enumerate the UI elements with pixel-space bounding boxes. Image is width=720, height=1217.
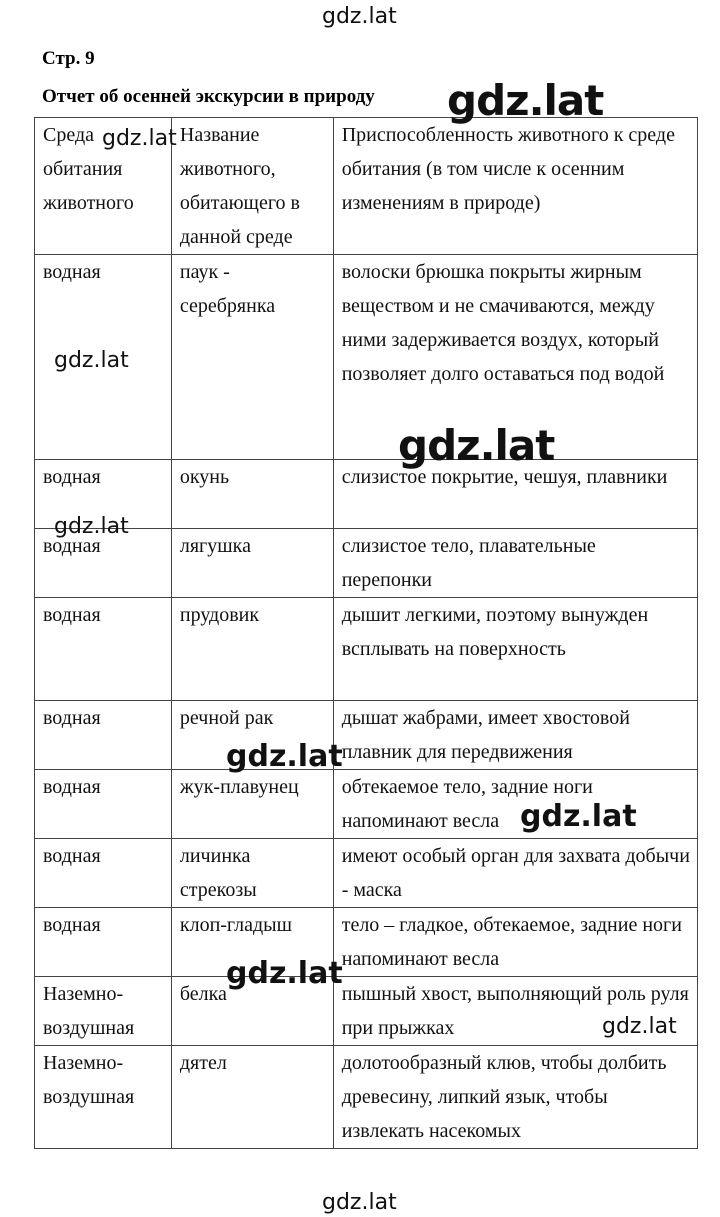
watermark-large: gdz.lat: [398, 421, 555, 470]
header-adaptation: Приспособленность животного к среде обитания (в том числе к осенним изменениям в природе): [333, 118, 697, 255]
habitat-cell: водная: [35, 701, 172, 770]
header-habitat: Среда обитания животного: [35, 118, 172, 255]
animal-cell: окунь: [171, 460, 333, 529]
animal-cell: белка: [171, 977, 333, 1046]
watermark-small: gdz.lat: [602, 1014, 677, 1039]
habitat-cell: водная: [35, 839, 172, 908]
animal-cell: паук - серебрянка: [171, 255, 333, 460]
habitat-cell: водная: [35, 770, 172, 839]
habitat-cell: водная: [35, 255, 172, 460]
habitat-cell: водная: [35, 529, 172, 598]
animal-cell: лягушка: [171, 529, 333, 598]
animal-cell: речной рак: [171, 701, 333, 770]
adaptation-cell: имеют особый орган для захвата добычи - маска: [333, 839, 697, 908]
animal-cell: дятел: [171, 1046, 333, 1149]
watermark-top: gdz.lat: [322, 4, 397, 29]
adaptation-cell: волоски брюшка покрыты жирным веществом и не смачиваются, между ними задерживается воздух, который позволяет долго оставаться под водой: [333, 255, 697, 460]
adaptation-cell: дышат жабрами, имеет хвостовой плавник для передвижения: [333, 701, 697, 770]
adaptation-cell: тело – гладкое, обтекаемое, задние ноги напоминают весла: [333, 908, 697, 977]
table-row: [35, 529, 698, 598]
adaptation-cell: пышный хвост, выполняющий роль руля при прыжках: [333, 977, 697, 1046]
table-row: [35, 839, 698, 908]
table-row: [35, 908, 698, 977]
adaptation-cell: долотообразный клюв, чтобы долбить древесину, липкий язык, чтобы извлекать насекомых: [333, 1046, 697, 1149]
habitat-cell: водная: [35, 460, 172, 529]
habitat-cell: водная: [35, 598, 172, 701]
watermark-small: gdz.lat: [54, 514, 129, 539]
table-row: [35, 701, 698, 770]
adaptation-cell: обтекаемое тело, задние ноги напоминают весла: [333, 770, 697, 839]
table-row: [35, 977, 698, 1046]
table-row: [35, 598, 698, 701]
animal-cell: жук-плавунец: [171, 770, 333, 839]
watermark-large: gdz.lat: [447, 76, 604, 125]
animal-cell: клоп-гладыш: [171, 908, 333, 977]
header-animal: Название животного, обитающего в данной среде: [171, 118, 333, 255]
animal-cell: прудовик: [171, 598, 333, 701]
watermark-medium: gdz.lat: [226, 956, 343, 991]
watermark-medium: gdz.lat: [520, 799, 637, 834]
watermark-small: gdz.lat: [54, 348, 129, 373]
watermark-small: gdz.lat: [102, 126, 177, 151]
adaptation-cell: слизистое тело, плавательные перепонки: [333, 529, 697, 598]
adaptation-cell: дышит легкими, поэтому вынужден всплывать на поверхность: [333, 598, 697, 701]
habitat-cell: Наземно-воздушная: [35, 1046, 172, 1149]
watermark-medium: gdz.lat: [226, 739, 343, 774]
habitat-cell: Наземно-воздушная: [35, 977, 172, 1046]
table-row: [35, 255, 698, 460]
report-table: [34, 117, 698, 1149]
page-label: Стр. 9: [42, 48, 95, 69]
table-row: [35, 1046, 698, 1149]
animal-cell: личинка стрекозы: [171, 839, 333, 908]
document-title: Отчет об осенней экскурсии в природу: [42, 86, 375, 107]
habitat-cell: водная: [35, 908, 172, 977]
watermark-bottom: gdz.lat: [322, 1190, 397, 1215]
table-row: [35, 460, 698, 529]
adaptation-cell: слизистое покрытие, чешуя, плавники: [333, 460, 697, 529]
